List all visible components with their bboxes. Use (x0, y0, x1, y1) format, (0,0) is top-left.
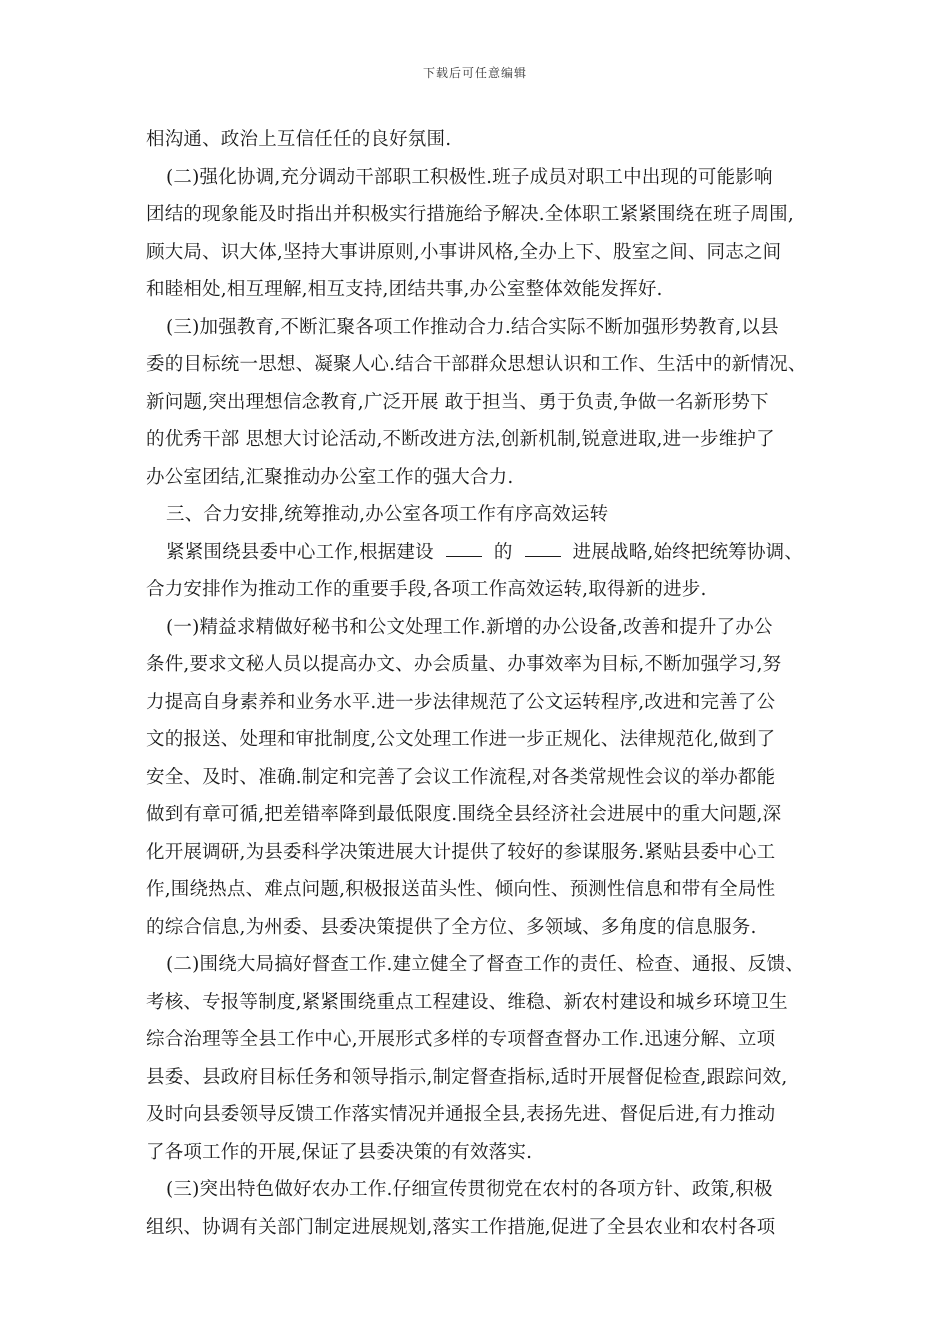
text-line: 安全、及时、准确.制定和完善了会议工作流程,对各类常规性会议的举办都能 (146, 766, 776, 788)
text-line: 办公室团结,汇聚推动办公室工作的强大合力. (146, 466, 514, 488)
text-line: 合力安排作为推动工作的重要手段,各项工作高效运转,取得新的进步. (146, 579, 707, 600)
text-line: 力提高自身素养和业务水平.进一步法律规范了公文运转程序,改进和完善了公 (146, 691, 776, 713)
text-line: (一)精益求精做好秘书和公文处理工作.新增的办公设备,改善和提升了办公 (166, 616, 773, 638)
text-line: (二)强化协调,充分调动干部职工积极性.班子成员对职工中出现的可能影响 (166, 166, 773, 188)
page-header: 下载后可任意编辑 (422, 66, 527, 80)
text-line: 条件,要求文秘人员以提高办文、办会质量、办事效率为目标,不断加强学习,努 (146, 654, 782, 675)
text-line: 文的报送、处理和审批制度,公文处理工作进一步正规化、法律规范化,做到了 (146, 729, 776, 750)
fill-in-blank (525, 538, 561, 557)
text-line: 考核、专报等制度,紧紧围绕重点工程建设、维稳、新农村建设和城乡环境卫生 (146, 991, 788, 1013)
text-line: 新问题,突出理想信念教育,广泛开展 敢于担当、勇于负责,争做一名新形势下 (146, 391, 769, 413)
text-line: 相沟通、政治上互信任任的良好氛围. (146, 129, 452, 150)
text-line (146, 534, 816, 572)
text-line: 了各项工作的开展,保证了县委决策的有效落实. (146, 1141, 533, 1163)
text-line: 团结的现象能及时指出并积极实行措施给予解决.全体职工紧紧围绕在班子周围, (146, 204, 794, 225)
text-line: 的优秀干部 思想大讨论活动,不断改进方法,创新机制,锐意进取,进一步维护了 (146, 429, 775, 450)
text-line: 委的目标统一思想、凝聚人心.结合干部群众思想认识和工作、生活中的新情况、 (146, 354, 807, 375)
document-body (146, 121, 816, 1246)
text-line: (二)围绕大局搞好督查工作.建立健全了督查工作的责任、检查、通报、反馈、 (166, 954, 805, 975)
text-line: 组织、协调有关部门制定进展规划,落实工作措施,促进了全县农业和农村各项 (146, 1216, 776, 1238)
text-line: 县委、县政府目标任务和领导指示,制定督查指标,适时开展督促检查,跟踪问效, (146, 1066, 788, 1088)
text-line: (三)加强教育,不断汇聚各项工作推动合力.结合实际不断加强形势教育,以县 (166, 316, 779, 338)
text-line: 顾大局、识大体,坚持大事讲原则,小事讲风格,全办上下、股室之间、同志之间 (146, 241, 782, 263)
text-segment: 进展战略,始终把统筹协调、 (572, 541, 804, 563)
text-line: 做到有章可循,把差错率降到最低限度.围绕全县经济社会进展中的重大问题,深 (146, 804, 782, 825)
text-line: 作,围绕热点、难点问题,积极报送苗头性、倾向性、预测性信息和带有全局性 (146, 879, 776, 900)
text-line: 的综合信息,为州委、县委决策提供了全方位、多领域、多角度的信息服务. (146, 916, 757, 938)
text-line: (三)突出特色做好农办工作.仔细宣传贯彻党在农村的各项方针、政策,积极 (166, 1179, 773, 1200)
fill-in-blank (446, 538, 482, 557)
text-segment: 紧紧围绕县委中心工作,根据建设 (166, 541, 434, 563)
text-line: 及时向县委领导反馈工作落实情况并通报全县,表扬先进、督促后进,有力推动 (146, 1104, 776, 1125)
text-line: 和睦相处,相互理解,相互支持,团结共事,办公室整体效能发挥好. (146, 279, 663, 300)
text-segment: 的 (493, 541, 513, 563)
text-line: 三、合力安排,统筹推动,办公室各项工作有序高效运转 (166, 504, 609, 525)
text-line: 综合治理等全县工作中心,开展形式多样的专项督查督办工作.迅速分解、立项 (146, 1029, 776, 1050)
text-line: 化开展调研,为县委科学决策进展大计提供了较好的参谋服务.紧贴县委中心工 (146, 841, 776, 863)
